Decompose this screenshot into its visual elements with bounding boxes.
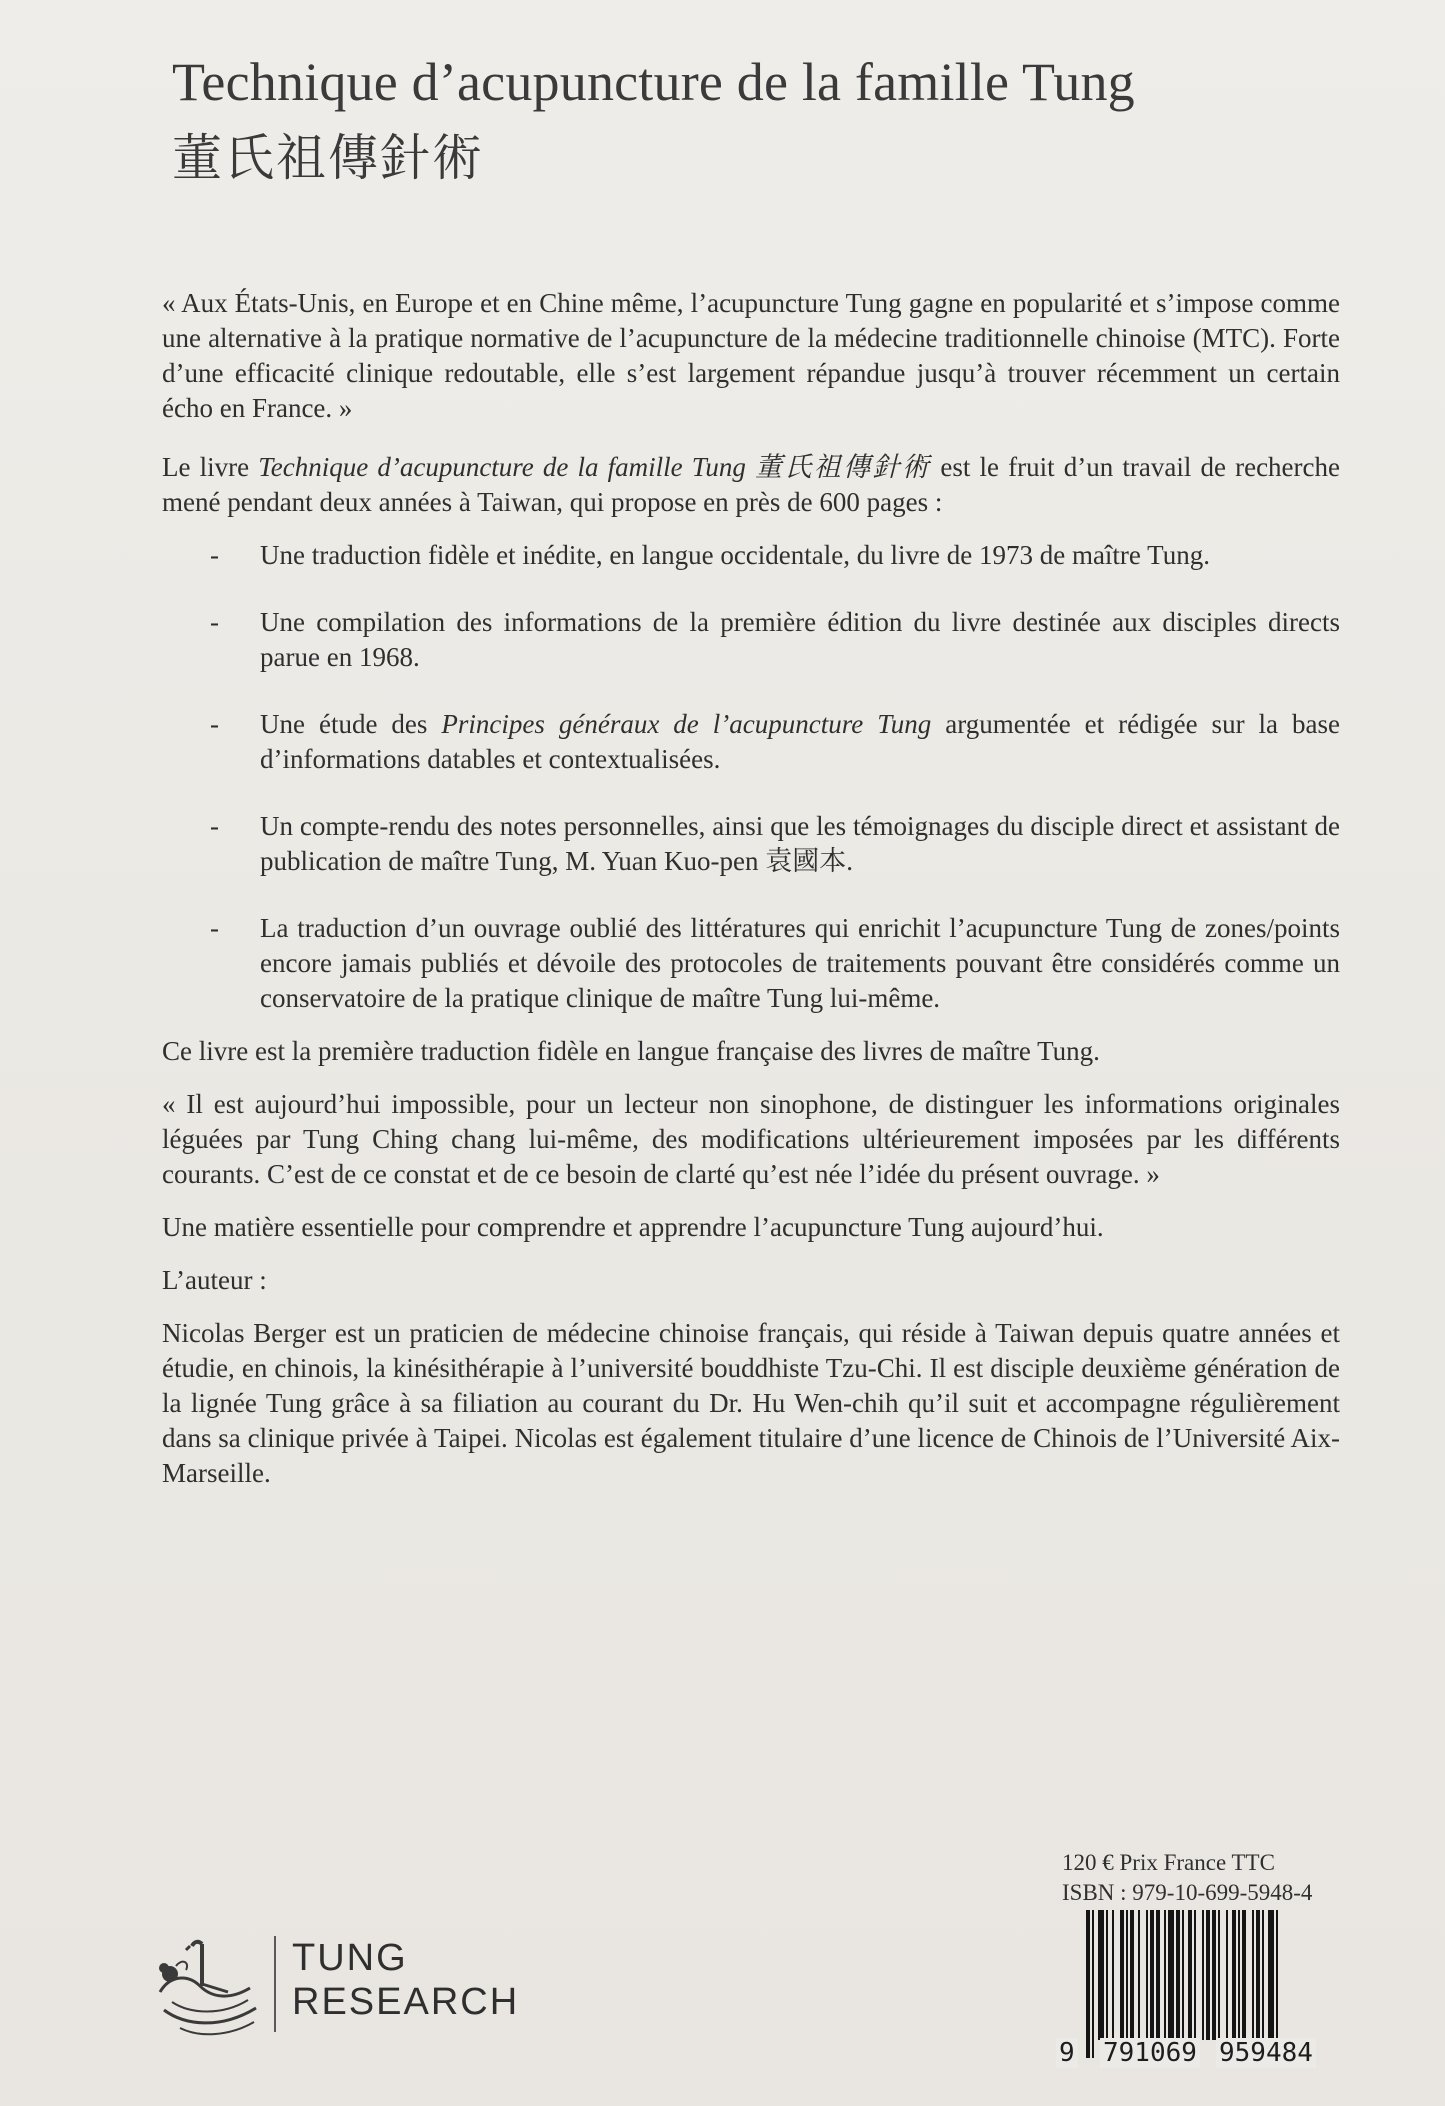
barcode-bar <box>1212 1910 1216 2040</box>
barcode-bar <box>1238 1910 1240 2040</box>
book-title: Technique d’acupuncture de la famille Tung <box>172 52 1135 112</box>
author-heading: L’auteur : <box>162 1265 267 1295</box>
author-bio: Nicolas Berger est un praticien de médecine chinoise français, qui réside à Taiwan depuis quatre années et étudie, en chinois, la kinésithérapie à l’université bouddhiste Tzu-Chi. Il est disciple deuxième génération de la lignée Tung grâce à sa filiation au courant du Dr. Hu Wen-chih qu’il suit et accompagne régulièrement dans sa clinique privée à Taipei. Nicolas est également titulaire d’une licence de Chinois de l’Université Aix-Marseille. <box>162 1318 1340 1488</box>
barcode-bar <box>1276 1910 1278 2058</box>
second-quote: « Il est aujourd’hui impossible, pour un lecteur non sinophone, de distinguer les informations originales léguées par Tung Ching chang lui-même, des modifications ultérieurement imposées par les différents courants. C’est de ce constat et de ce besoin de clarté qu’est née l’idée du présent ouvrage. » <box>162 1089 1340 1189</box>
list-item-prefix: Une étude des <box>260 709 442 739</box>
logo-divider <box>274 1936 276 2032</box>
barcode-bar <box>1138 1910 1140 2040</box>
list-item <box>162 809 1340 879</box>
barcode-bar <box>1150 1910 1154 2040</box>
barcode-bar <box>1252 1910 1254 2040</box>
list-item-text: Un compte-rendu des notes personnelles, ainsi que les témoignages du disciple direct et assistant de publication de maître Tung, M. Yuan Kuo-pen 袁國本. <box>260 811 1340 876</box>
barcode-bar <box>1176 1910 1180 2040</box>
list-dash: - <box>210 811 219 841</box>
barcode-bar <box>1206 1910 1210 2040</box>
publisher-name <box>292 1936 519 2024</box>
barcode-bar <box>1130 1910 1134 2040</box>
book-title-chinese: 董氏祖傳針術 <box>172 129 484 187</box>
list-item-text: Une traduction fidèle et inédite, en langue occidentale, du livre de 1973 de maître Tung. <box>260 540 1210 570</box>
barcode-bar <box>1218 1910 1220 2040</box>
list-item <box>162 605 1340 675</box>
list-item-suffix: argumentée et rédigée sur la base d’informations datables et contextualisées. <box>260 709 1340 774</box>
list-item <box>162 538 1340 573</box>
list-dash: - <box>210 709 219 739</box>
barcode-digit-first: 9 <box>1056 2038 1078 2068</box>
list-item-italic: Principes généraux de l’acupuncture Tung <box>441 709 932 739</box>
barcode-bar <box>1242 1910 1246 2040</box>
barcode-bar <box>1262 1910 1264 2040</box>
publisher-name-line2: RESEARCH <box>292 1981 520 2023</box>
barcode-bar <box>1256 1910 1260 2040</box>
price-label: 120 € Prix France TTC <box>1062 1850 1275 1875</box>
barcode-bar <box>1086 1910 1090 2058</box>
back-cover-text <box>162 286 1340 1509</box>
list-item-text: La traduction d’un ouvrage oublié des littératures qui enrichit l’acupuncture Tung de zones/points encore jamais publiés et dévoile des protocoles de traitements pouvant être considérés comme un conservatoire de la pratique clinique de maître Tung lui-même. <box>260 913 1340 1013</box>
list-dash: - <box>210 913 219 943</box>
list-item <box>162 911 1340 1016</box>
barcode-bar <box>1092 1910 1094 2058</box>
publisher-name-line1: TUNG <box>292 1937 408 1979</box>
contents-list <box>162 538 1340 1016</box>
essential-paragraph: Une matière essentielle pour comprendre et apprendre l’acupuncture Tung aujourd’hui. <box>162 1212 1104 1242</box>
intro-quote: « Aux États-Unis, en Europe et en Chine même, l’acupuncture Tung gagne en popularité et s’impose comme une alternative à la pratique normative de l’acupuncture de la médecine traditionnelle chinoise (MTC). Forte d’une efficacité clinique redoutable, elle s’est largement répandue jusqu’à trouver récemment un certain écho en France. » <box>162 288 1340 423</box>
barcode-bar <box>1106 1910 1108 2040</box>
barcode-bar <box>1126 1910 1128 2040</box>
barcode-bar <box>1146 1910 1148 2040</box>
barcode-bar <box>1232 1910 1236 2040</box>
barcode-bar <box>1188 1910 1192 2058</box>
book-intro-chinese-title: 董氏祖傳針術 <box>754 452 932 482</box>
isbn-label: ISBN : 979-10-699-5948-4 <box>1062 1880 1313 1905</box>
barcode-bar <box>1164 1910 1166 2040</box>
barcode-bar <box>1098 1910 1104 2040</box>
barcode-bar <box>1168 1910 1174 2040</box>
barcode-bar <box>1226 1910 1228 2040</box>
isbn-barcode <box>1058 1910 1338 2074</box>
book-intro-suffix: est le fruit d’un travail de recherche mené pendant deux années à Taiwan, qui propose en près de 600 pages : <box>162 452 1340 517</box>
barcode-bar <box>1194 1910 1196 2040</box>
barcode-digits <box>1058 2038 1338 2072</box>
barcode-bar <box>1156 1910 1160 2040</box>
list-dash: - <box>210 607 219 637</box>
barcode-bar <box>1268 1910 1274 2040</box>
barcode-digits-right: 959484 <box>1216 2038 1316 2068</box>
barcode-digits-left: 791069 <box>1100 2038 1200 2068</box>
barcode-bar <box>1112 1910 1114 2040</box>
price-isbn-block <box>1062 1848 1312 1908</box>
first-translation-paragraph: Ce livre est la première traduction fidèle en langue française des livres de maître Tung. <box>162 1036 1100 1066</box>
book-intro-paragraph <box>162 450 1340 520</box>
book-intro-italic-title: Technique d’acupuncture de la famille Tung <box>258 452 746 482</box>
heron-water-icon <box>150 1930 270 2040</box>
list-item-text: Une compilation des informations de la première édition du livre destinée aux disciples directs parue en 1968. <box>260 607 1340 672</box>
barcode-bar <box>1120 1910 1124 2040</box>
publisher-logo <box>150 1930 530 2040</box>
book-intro-prefix: Le livre <box>162 452 259 482</box>
barcode-bar <box>1202 1910 1204 2040</box>
list-dash: - <box>210 540 219 570</box>
barcode-bar <box>1182 1910 1184 2058</box>
list-item <box>162 707 1340 777</box>
